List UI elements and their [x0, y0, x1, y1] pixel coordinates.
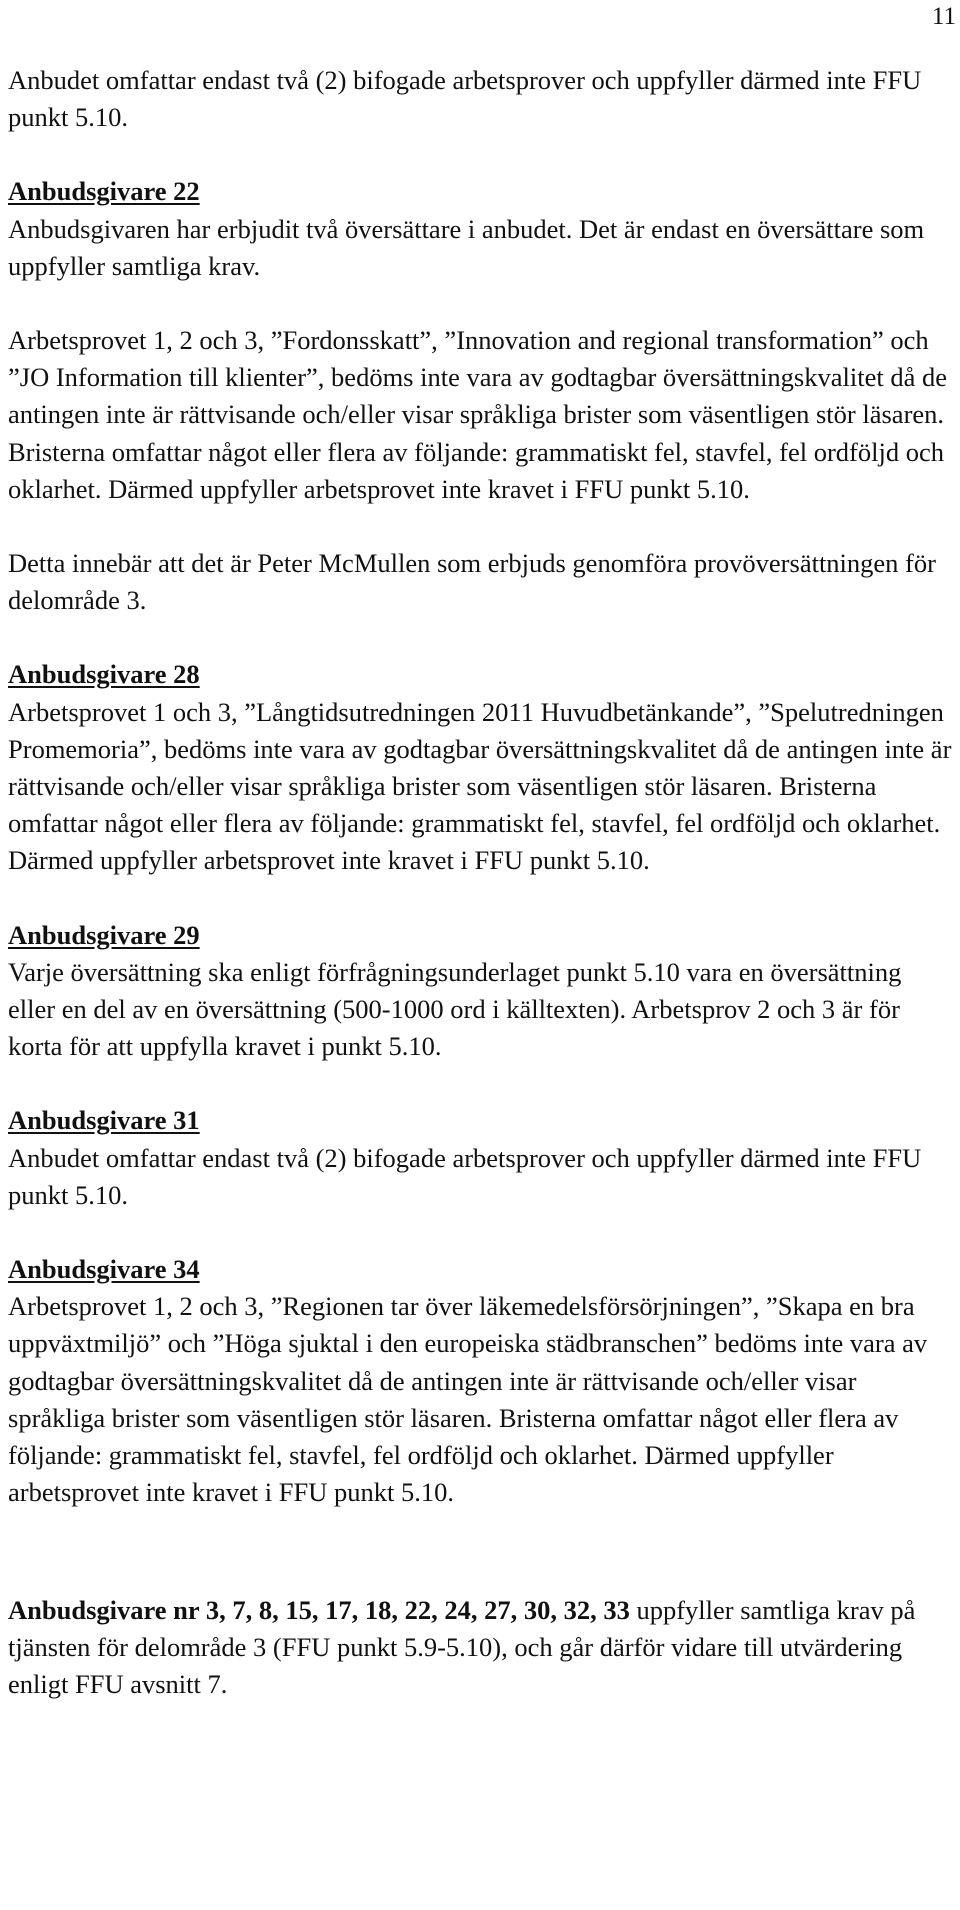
- bidder-section-34: [8, 1251, 953, 1511]
- paragraph-text: Arbetsprovet 1, 2 och 3, ”Fordonsskatt”, ”Innovation and regional transformation” och ”JO Information till klienter”, bedöms inte vara av godtagbar översättningskvalitet då de antingen inte är rättvisande och/eller visar språkliga brister som väsentligen stör läsaren. Bristerna omfattar något eller flera av följande: grammatiskt fel, stavfel, fel ordföljd och oklarhet. Därmed uppfyller arbetsprovet inte kravet i FFU punkt 5.10.: [8, 325, 947, 504]
- paragraph-text: Varje översättning ska enligt förfrågningsunderlaget punkt 5.10 vara en översättning eller en del av en översättning (500-1000 ord i källtexten). Arbetsprov 2 och 3 är för korta för att uppfylla kravet i punkt 5.10.: [8, 956, 902, 1062]
- paragraph-text: Arbetsprovet 1, 2 och 3, ”Regionen tar över läkemedelsförsörjningen”, ”Skapa en bra uppväxtmiljö” och ”Höga sjuktal i den europeiska städbranschen” bedöms inte vara av godtagbar översättningskvalitet då de antingen inte är rättvisande och/eller visar språkliga brister som väsentligen stör läsaren. Bristerna omfattar något eller flera av följande: grammatiskt fel, stavfel, fel ordföljd och oklarhet. Därmed uppfyller arbetsprovet inte kravet i FFU punkt 5.10.: [8, 1291, 928, 1508]
- section-heading: Anbudsgivare 29: [8, 919, 200, 950]
- bidder-section-29: [8, 917, 953, 1066]
- conclusion-paragraph: [8, 1592, 953, 1704]
- paragraph-text: Anbudet omfattar endast två (2) bifogade arbetsprover och uppfyller därmed inte FFU punkt 5.10.: [8, 65, 922, 133]
- paragraph-text: Anbudet omfattar endast två (2) bifogade arbetsprover och uppfyller därmed inte FFU punkt 5.10.: [8, 1142, 922, 1210]
- bidder-section-28: [8, 656, 953, 879]
- qualified-bidders-list: Anbudsgivare nr 3, 7, 8, 15, 17, 18, 22, 24, 27, 30, 32, 33: [8, 1594, 630, 1625]
- section-heading: Anbudsgivare 28: [8, 659, 200, 690]
- page-number: 11: [931, 3, 956, 30]
- paragraph-text: Arbetsprovet 1 och 3, ”Långtidsutredningen 2011 Huvudbetänkande”, ”Spelutredningen Promemoria”, bedöms inte vara av godtagbar översättningskvalitet då de antingen inte är rättvisande och/eller visar språkliga brister som väsentligen stör läsaren. Bristerna omfattar något eller flera av följande: grammatiskt fel, stavfel, fel ordföljd och oklarhet. Därmed uppfyller arbetsprovet inte kravet i FFU punkt 5.10.: [8, 696, 952, 876]
- paragraph-text: Detta innebär att det är Peter McMullen som erbjuds genomföra provöversättningen för delområde 3.: [8, 548, 936, 616]
- bidder-section-22: [8, 173, 953, 285]
- paragraph-block: [8, 545, 953, 619]
- bidder-section-31: [8, 1102, 953, 1214]
- conclusion-body: uppfyller samtliga krav på tjänsten för delområde 3 (FFU punkt 5.9-5.10), och går därför vidare till utvärdering enligt FFU avsnitt 7.: [8, 1594, 916, 1699]
- section-heading: Anbudsgivare 31: [8, 1105, 200, 1136]
- paragraph-block: [8, 322, 953, 508]
- paragraph-block: [8, 62, 953, 136]
- section-heading: Anbudsgivare 22: [8, 176, 200, 207]
- paragraph-text: Anbudsgivaren har erbjudit två översättare i anbudet. Det är endast en översättare som uppfyller samtliga krav.: [8, 213, 925, 281]
- section-heading: Anbudsgivare 34: [8, 1254, 200, 1285]
- document-body: [8, 62, 953, 1740]
- conclusion-text: [8, 1592, 953, 1704]
